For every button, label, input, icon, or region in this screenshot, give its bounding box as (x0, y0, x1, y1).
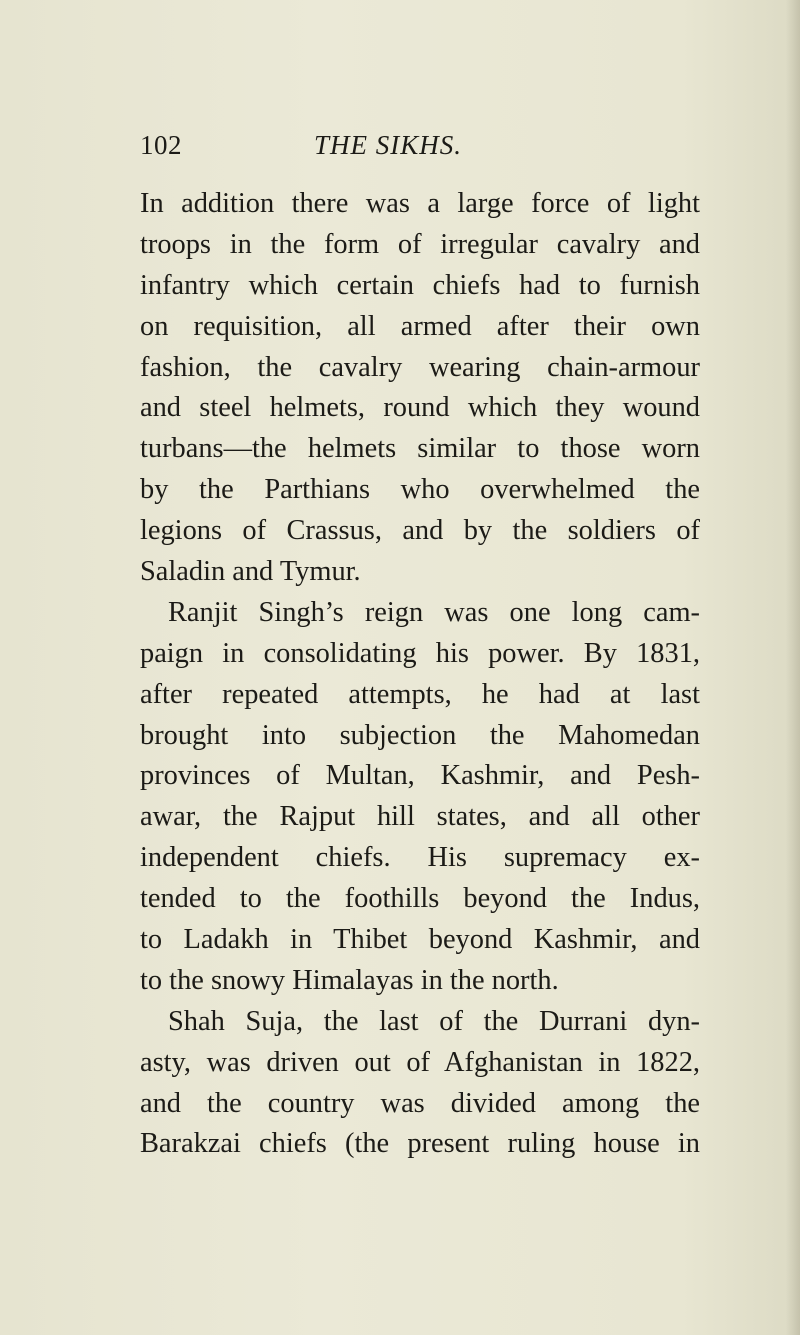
text-line: to Ladakh in Thibet beyond Kashmir, and (140, 924, 700, 956)
text-line: Barakzai chiefs (the present ruling house in (140, 1128, 700, 1160)
text-line: to the snowy Himalayas in the north. (140, 964, 559, 996)
text-line: Ranjit Singh’s reign was one long cam- (168, 596, 700, 628)
text-line: asty, was driven out of Afghanistan in 1822, (140, 1046, 700, 1078)
text-line: paign in consolidating his power. By 1831, (140, 637, 700, 669)
text-line: turbans—the helmets similar to those worn (140, 433, 700, 465)
text-line: fashion, the cavalry wearing chain-armour (140, 351, 700, 383)
text-line: Saladin and Tymur. (140, 556, 361, 588)
body-text (140, 184, 700, 1165)
running-head-title: THE SIKHS. (314, 130, 463, 160)
text-line: independent chiefs. His supremacy ex- (140, 842, 700, 874)
text-line: awar, the Rajput hill states, and all other (140, 801, 700, 833)
text-line: after repeated attempts, he had at last (140, 678, 700, 710)
text-line: Shah Suja, the last of the Durrani dyn- (168, 1005, 700, 1037)
text-line: and the country was divided among the (140, 1087, 700, 1119)
text-line: and steel helmets, round which they wound (140, 392, 700, 424)
text-line: legions of Crassus, and by the soldiers of (140, 515, 700, 547)
text-line: brought into subjection the Mahomedan (140, 719, 700, 751)
page-number: 102 (140, 130, 182, 160)
text-line: provinces of Multan, Kashmir, and Pesh- (140, 760, 700, 792)
text-line: by the Parthians who overwhelmed the (140, 474, 700, 506)
text-line: troops in the form of irregular cavalry and (140, 228, 700, 260)
text-line: tended to the foothills beyond the Indus, (140, 883, 700, 915)
text-line: on requisition, all armed after their own (140, 310, 700, 342)
page-edge-shadow (786, 0, 800, 1335)
running-head (140, 130, 700, 170)
text-line: infantry which certain chiefs had to furnish (140, 269, 700, 301)
text-line: In addition there was a large force of light (140, 188, 700, 219)
